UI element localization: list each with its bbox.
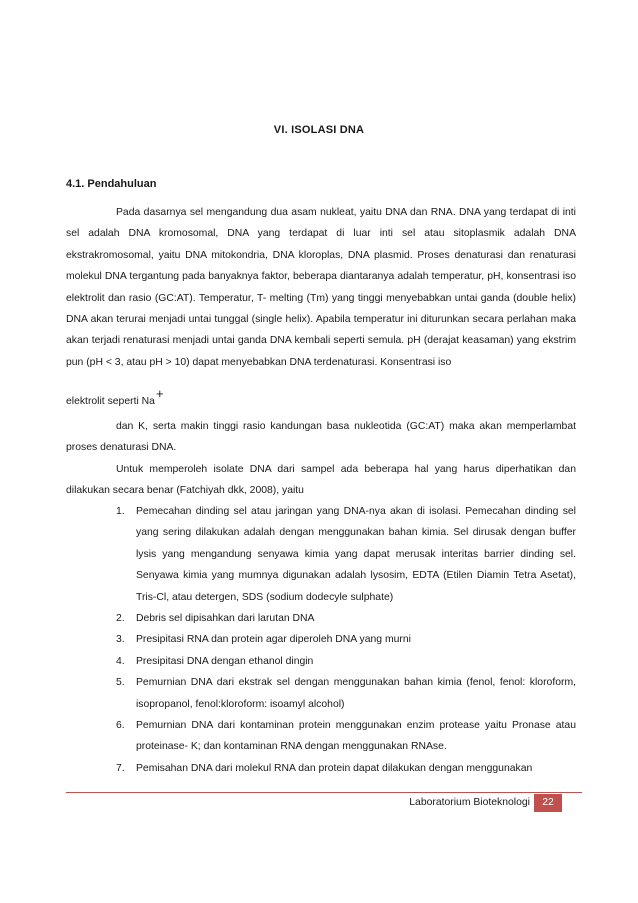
list-item-number: 5. [116, 677, 125, 689]
paragraph-intro: Pada dasarnya sel mengandung dua asam nukleat, yaitu DNA dan RNA. DNA yang terdapat di inti sel adalah DNA kromosomal, DNA yang terdapat di luar inti sel atau sitoplasmik adalah DNA ekstrakromosomal, yaitu DNA mitokondria, DNA kloroplas, DNA plasmid. Proses denaturasi dan renaturasi molekul DNA tergantung pada banyaknya faktor, beberapa diantaranya adalah temperatur, pH, konsentrasi iso elektrolit dan rasio (GC:AT). Temperatur, T- melting (Tm) yang tinggi menyebabkan untai ganda (double helix) DNA akan terurai menjadi untai tunggal (single helix). Apabila temperatur ini diturunkan secara perlahan maka akan terjadi renaturasi menjadi untai ganda DNA kembali seperti semula. pH (derajat keasaman) yang ekstrim pun (pH < 3, atau pH > 10) dapat menyebabkan DNA terdenaturasi. Konsentrasi iso [66, 207, 576, 368]
list-item-text: Pemisahan DNA dari molekul RNA dan protein dapat dilakukan dengan menggunakan [136, 762, 533, 774]
footer-divider [66, 792, 582, 793]
list-item-number: 2. [116, 613, 125, 625]
list-item [116, 651, 576, 672]
list-item [116, 715, 576, 758]
list-item-text: Pemurnian DNA dari kontaminan protein menggunakan enzim protease yaitu Pronase atau proteinase- K; dan kontaminan RNA dengan menggunakan RNAse. [136, 720, 576, 753]
list-item-number: 6. [116, 720, 125, 732]
paragraph-continuation-text: dan K, serta makin tinggi rasio kandungan basa nukleotida (GC:AT) maka akan memperlambat proses denaturasi DNA. [66, 421, 576, 454]
page-number-badge: 22 [534, 794, 562, 812]
list-item-text: Presipitasi DNA dengan ethanol dingin [136, 655, 314, 667]
list-item [116, 608, 576, 629]
list-item-number: 7. [116, 762, 125, 774]
list-item-number: 1. [116, 506, 125, 517]
na-line-text: elektrolit seperti Na [66, 396, 155, 407]
list-item [116, 629, 576, 650]
list-item-text: Pemurnian DNA dari ekstrak sel dengan menggunakan bahan kimia (fenol, fenol: kloroform, isopropanol, fenol:kloroform: isoamyl alcohol) [136, 677, 576, 710]
list-item-text: Debris sel dipisahkan dari larutan DNA [136, 613, 315, 625]
chapter-title: VI. ISOLASI DNA [273, 124, 365, 136]
list-item-number: 3. [116, 634, 125, 646]
list-item [116, 758, 576, 779]
paragraph-continuation [66, 416, 576, 459]
footer-label: Laboratorium Bioteknologi [409, 797, 530, 808]
na-superscript: + [155, 386, 164, 401]
list-item-number: 4. [116, 655, 125, 667]
list-item-text: Presipitasi RNA dan protein agar diperoleh DNA yang murni [136, 634, 411, 646]
section-heading: 4.1. Pendahuluan [66, 178, 157, 190]
list-item [116, 672, 576, 715]
na-line [66, 386, 164, 407]
isolation-steps-list [116, 501, 576, 779]
list-item [116, 501, 576, 608]
paragraph-isolation: Untuk memperoleh isolate DNA dari sampel ada beberapa hal yang harus diperhatikan dan dilakukan secara benar (Fatchiyah dkk, 2008), yaitu [66, 464, 576, 497]
list-item-text: Pemecahan dinding sel atau jaringan yang DNA-nya akan di isolasi. Pemecahan dinding sel yang sering dilakukan adalah dengan menggunakan bahan kimia. Sel dirusak dengan buffer lysis yang mengandung senyawa kimia yang dapat merusak interitas barrier dinding sel. Senyawa kimia yang mumnya digunakan adalah lysosim, EDTA (Etilen Diamin Tetra Asetat), Tris-Cl, atau detergen, SDS (sodium dodecyle sulphate) [136, 506, 576, 603]
